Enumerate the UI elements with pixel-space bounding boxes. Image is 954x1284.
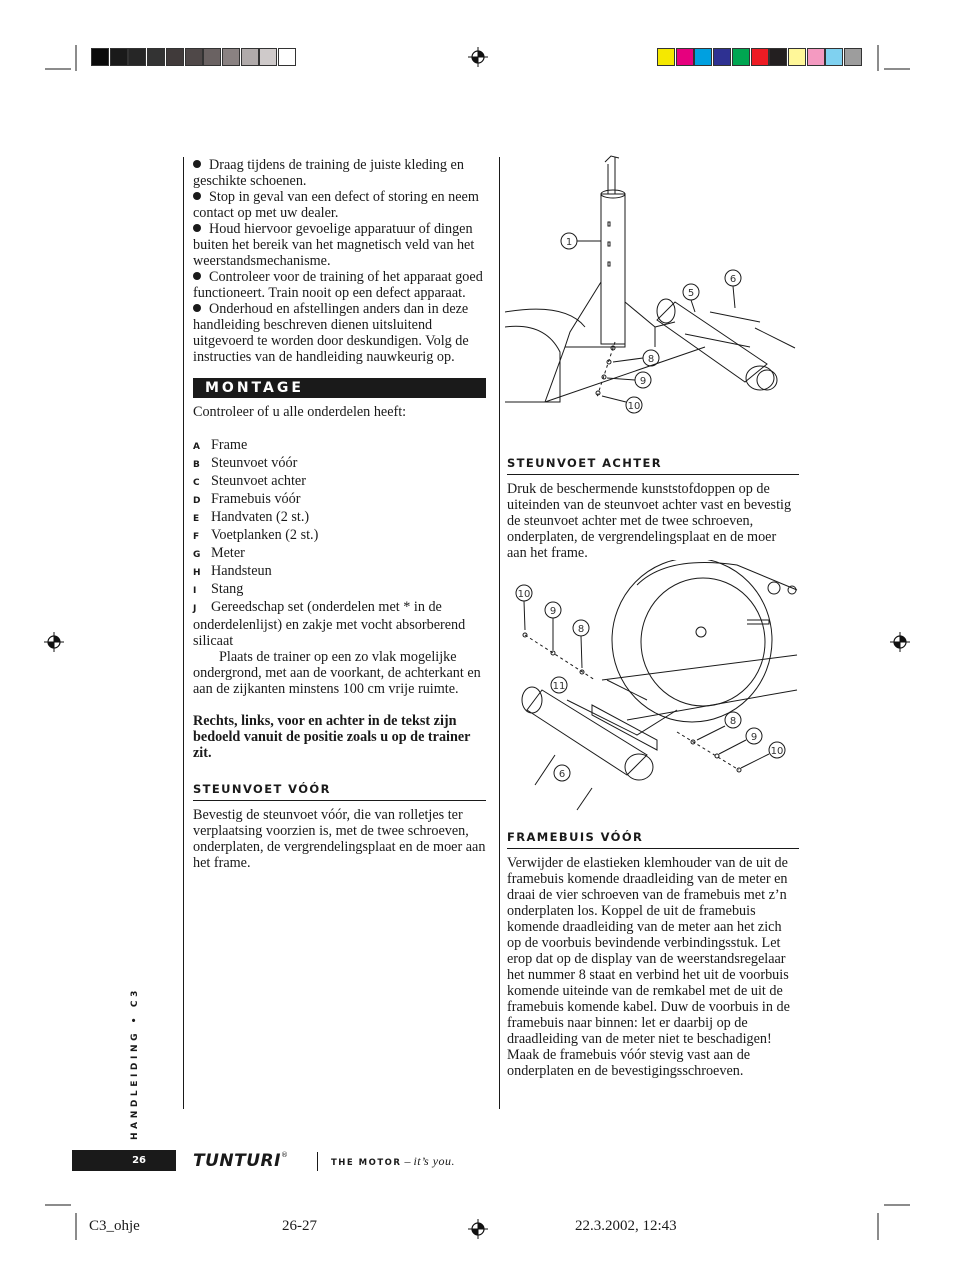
color-swatch: [694, 48, 712, 66]
color-swatch: [222, 48, 240, 66]
registration-mark-icon: [468, 1219, 488, 1239]
slogan: THE MOTOR – it’s you.: [331, 1154, 456, 1168]
part-name: Frame: [211, 437, 248, 453]
bullet-dot-icon: [193, 272, 201, 280]
section-title-montage: MONTAGE: [193, 378, 486, 398]
slug-pages: 26-27: [282, 1218, 317, 1234]
color-swatch: [732, 48, 750, 66]
brand-logo: TUNTURI®: [193, 1151, 289, 1171]
slug-file: C3_ohje: [89, 1218, 140, 1234]
color-swatch: [788, 48, 806, 66]
placement-text: Plaats de trainer op een zo vlak mogelijke ondergrond, met aan de voorkant, de achterkant en aan de zijkanten minstens 100 cm vrije ruimte.: [193, 649, 481, 697]
bullet-dot-icon: [193, 160, 201, 168]
part-name: Gereedschap set (onderdelen met * in de onderdelenlijst) en zakje met vocht absorberend silicaat: [193, 599, 466, 649]
safety-bullet-list: [193, 157, 486, 365]
parts-list-item: [193, 455, 486, 473]
registration-mark-icon: [468, 47, 488, 67]
parts-list-item: [193, 473, 486, 491]
figure-callout-label: 6: [558, 769, 566, 780]
color-swatch: [676, 48, 694, 66]
side-label: HANDLEIDING • C3: [130, 987, 140, 1140]
part-letter: D: [193, 496, 201, 506]
page-number-tab: [72, 1150, 176, 1171]
color-swatch: [825, 48, 843, 66]
part-name: Steunvoet achter: [211, 473, 306, 489]
column-divider: [499, 157, 500, 1109]
bullet-dot-icon: [193, 224, 201, 232]
figure-callout-label: 8: [647, 354, 655, 365]
color-swatch: [713, 48, 731, 66]
part-name: Steunvoet vóór: [211, 455, 298, 471]
figure-callout-label: 9: [750, 732, 758, 743]
parts-list-item: [193, 545, 486, 563]
bullet-dot-icon: [193, 304, 201, 312]
figure-callout-label: 10: [770, 746, 784, 757]
part-name: Voetplanken (2 st.): [211, 527, 319, 543]
part-letter: H: [193, 568, 201, 578]
part-letter: B: [193, 460, 200, 470]
left-margin-rule: [183, 157, 184, 1109]
color-swatch: [128, 48, 146, 66]
color-swatch: [203, 48, 221, 66]
parts-list-item: [193, 509, 486, 527]
color-swatch: [278, 48, 296, 66]
figure-callout-label: 1: [565, 237, 573, 248]
bullet-dot-icon: [193, 192, 201, 200]
color-swatch: [751, 48, 769, 66]
part-letter: I: [193, 586, 197, 596]
part-letter: E: [193, 514, 200, 524]
color-swatch: [241, 48, 259, 66]
footer-divider: [317, 1152, 318, 1171]
part-letter: C: [193, 478, 200, 488]
safety-bullet: Houd hiervoor gevoelige apparatuur of dingen buiten het bereik van het magnetisch veld van het weerstandsmechanisme.: [193, 221, 475, 269]
color-swatch: [185, 48, 203, 66]
part-name: Framebuis vóór: [211, 491, 301, 507]
figure-callout-label: 10: [517, 589, 531, 600]
color-swatch: [147, 48, 165, 66]
front-foot-text: Bevestig de steunvoet vóór, die van rolletjes ter verplaatsing voorzien is, met de twee schroeven, onderplaten, de vergrendelingsplaat en de moer aan het frame.: [193, 807, 486, 871]
bold-note: Rechts, links, voor en achter in de tekst zijn bedoeld vanuit de positie zoals u op de trainer zit.: [193, 713, 471, 761]
color-swatch: [657, 48, 675, 66]
front-tube-title: FRAMEBUIS VÓÓR: [507, 829, 799, 849]
part-letter: F: [193, 532, 200, 542]
figure-callout-label: 8: [729, 716, 737, 727]
safety-bullet: Draag tijdens de training de juiste kleding en geschikte schoenen.: [193, 157, 464, 189]
part-letter: A: [193, 442, 200, 452]
registration-mark-icon: [44, 632, 64, 652]
rear-foot-text: Druk de beschermende kunststofdoppen op de uiteinden van de steunvoet achter vast en bevestig de steunvoet achter met de twee schroeven, onderplaten, de vergrendelingsplaat en de moer aan het frame.: [507, 481, 792, 561]
part-letter: G: [193, 550, 201, 560]
parts-list-item: [193, 599, 486, 649]
figure-callout-label: 11: [552, 681, 566, 692]
check-intro: Controleer of u alle onderdelen heeft:: [193, 404, 407, 420]
part-name: Meter: [211, 545, 245, 561]
front-foot-assembly-figure: [505, 152, 800, 417]
parts-list: [193, 437, 486, 649]
color-swatch: [91, 48, 109, 66]
rear-foot-title: STEUNVOET ACHTER: [507, 455, 799, 475]
color-swatch: [844, 48, 862, 66]
part-name: Handsteun: [211, 563, 272, 579]
safety-bullet: Onderhoud en afstellingen anders dan in deze handleiding beschreven dienen uitsluitend uitgevoerd te worden door deskundigen. Volg de instructies van de handleiding nauwkeurig op.: [193, 301, 469, 365]
figure-callout-label: 9: [639, 376, 647, 387]
figure-callout-label: 10: [627, 401, 641, 412]
part-letter: J: [193, 604, 197, 614]
page-number: 26: [132, 1155, 146, 1166]
figure-callout-label: 9: [549, 606, 557, 617]
registration-mark-icon: [890, 632, 910, 652]
left-column: [193, 157, 486, 871]
right-column-bottom: [507, 829, 799, 1079]
parts-list-item: [193, 581, 486, 599]
rear-foot-assembly-figure: [507, 560, 799, 822]
part-name: Stang: [211, 581, 244, 597]
figure-callout-label: 5: [687, 288, 695, 299]
part-name: Handvaten (2 st.): [211, 509, 310, 525]
color-swatch: [166, 48, 184, 66]
color-swatch: [259, 48, 277, 66]
figure-callout-label: 8: [577, 624, 585, 635]
safety-bullet: Stop in geval van een defect of storing en neem contact op met uw dealer.: [193, 189, 479, 221]
slug-datetime: 22.3.2002, 12:43: [575, 1218, 677, 1234]
parts-list-item: [193, 527, 486, 545]
color-swatch: [110, 48, 128, 66]
parts-list-item: [193, 563, 486, 581]
right-column-top: [507, 455, 799, 561]
safety-bullet: Controleer voor de training of het apparaat goed functioneert. Train nooit op een defect apparaat.: [193, 269, 483, 301]
color-swatch: [807, 48, 825, 66]
figure-callout-label: 6: [729, 274, 737, 285]
parts-list-item: [193, 437, 486, 455]
front-tube-text: Verwijder de elastieken klemhouder van de uit de framebuis komende draadleiding van de meter en draai de vier schroeven van de framebuis met z’n onderplaten los. Koppel de uit de framebuis komende draadleiding van de meter aan het zich op de voorbuis bevindende verbindingsstuk. Let erop dat op de display van de weerstandsregelaar het nummer 8 staat en verbind het uit de voorbuis komende uiteinde van de remkabel met de uit de framebuis komende kabel. Duw de voorbuis in de framebuis naar binnen: let er daarbij op de draadleiding van de meter niet te beschadigen! Maak de framebuis vóór stevig vast aan de onderplaten en de bevestigingsschroeven.: [507, 855, 790, 1079]
color-swatch: [769, 48, 787, 66]
front-foot-title: STEUNVOET VÓÓR: [193, 781, 486, 801]
parts-list-item: [193, 491, 486, 509]
